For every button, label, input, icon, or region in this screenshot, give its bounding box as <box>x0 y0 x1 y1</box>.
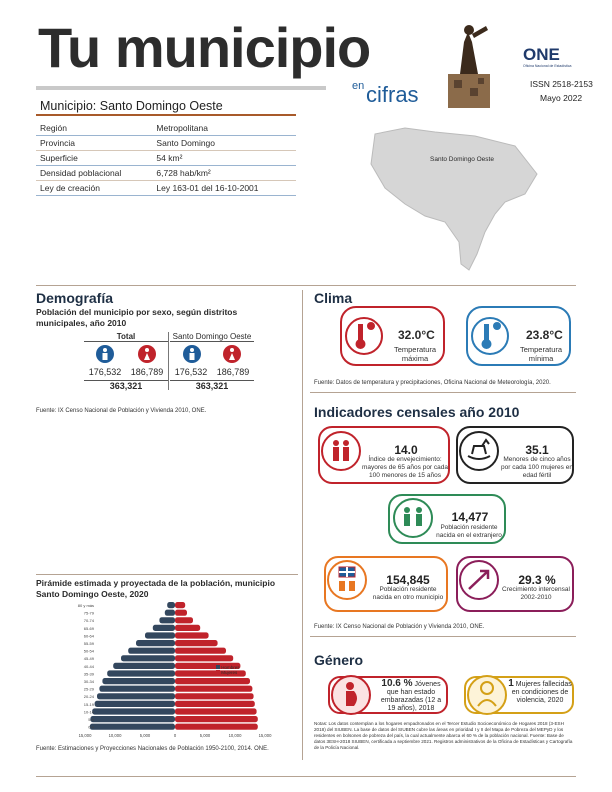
x-tick-label: 15,000 <box>78 733 92 739</box>
x-tick-label: 10,000 <box>228 733 242 739</box>
flag-family-icon <box>326 559 368 601</box>
male-icon <box>183 345 201 363</box>
temp-min-label: Temperatura mínima <box>519 345 563 363</box>
male-icon <box>96 345 114 363</box>
female-icon <box>138 345 156 363</box>
violencia-value: 1 <box>508 678 514 689</box>
info-value: Metropolitana <box>152 121 296 136</box>
municipality-name: Municipio: Santo Domingo Oeste <box>40 99 223 113</box>
bar-hombres-15-19 <box>95 701 175 707</box>
bar-hombres-20-24 <box>97 693 175 699</box>
info-value: 54 km² <box>152 151 296 166</box>
info-value: 6,728 hab/km² <box>152 166 296 181</box>
bar-mujeres-55-59 <box>175 640 218 646</box>
pyramid-divider <box>36 574 298 575</box>
bar-mujeres-70-74 <box>175 617 193 623</box>
age-label: 25-29 <box>83 686 94 692</box>
otro-municipio-label: Población residente nacida en otro municipio <box>372 586 444 601</box>
bar-mujeres-75-79 <box>175 610 187 616</box>
demografia-source: Fuente: IX Censo Nacional de Población y Vivienda 2010, ONE. <box>36 408 207 414</box>
col-total: Total <box>84 332 168 342</box>
pyramid-legend <box>216 665 240 675</box>
bar-mujeres-0-4 <box>175 724 258 730</box>
menores-value: 35.1 <box>525 443 549 457</box>
pregnant-icon <box>330 674 372 716</box>
demografia-subtitle: Población del municipio por sexo, según distritos municipales, año 2010 <box>36 307 238 328</box>
female-icon <box>223 345 241 363</box>
age-label: 50-54 <box>83 648 94 654</box>
bar-hombres-5-9 <box>90 716 175 722</box>
column-divider <box>302 290 303 760</box>
pyramid-source: Fuente: Estimaciones y Proyecciones Nacionales de Población 1950-2100, 2014. ONE. <box>36 746 269 752</box>
age-label: 35-39 <box>83 671 94 677</box>
publication-date: Mayo 2022 <box>540 93 583 103</box>
temp-max-value: 32.0°C <box>398 328 435 342</box>
info-label: Superficie <box>36 151 152 166</box>
woman-icon <box>466 674 508 716</box>
one-logo-text: ONE <box>523 45 560 64</box>
embarazo-label: Jóvenes que han estado embarazadas (12 a 19 años), 2018 <box>380 681 442 712</box>
age-label: 40-44 <box>83 663 94 669</box>
bar-hombres-35-39 <box>107 670 175 676</box>
genero-notes: Notas: Los datos contemplan a los hogares empadronados en el Tercer Estudio Socioeconómico de Hogares 2018 (3-ESH 2018) del SIUBEN. La base de datos del SIUBEN cubre las áreas en prioridad I y II del Mapa de Pobreza del MEPyD y los residentes en bolsones de pobreza del país, la cual actualmente abarca el 60 % de la población nacional. Fuente: Base de datos 3ESH-2018 SIUBEN, certificada a septiembre 2021. Registros administrativos de la Oficina de Estadísticas y Cartografía de la Policía Nacional. <box>314 721 573 750</box>
bar-hombres-55-59 <box>136 640 175 646</box>
growth-arrow-icon <box>458 559 500 601</box>
age-label: 20-24 <box>83 694 94 700</box>
genero-title: Género <box>314 652 364 668</box>
temp-max-label: Temperatura máxima <box>393 345 437 363</box>
monument-icon <box>444 22 494 108</box>
info-row <box>36 136 296 151</box>
x-tick-label: 10,000 <box>108 733 122 739</box>
map-label: Santo Domingo Oeste <box>430 156 494 163</box>
info-label: Densidad poblacional <box>36 166 152 181</box>
bar-mujeres-65-69 <box>175 625 200 631</box>
info-label: Región <box>36 121 152 136</box>
info-value: Santo Domingo <box>152 136 296 151</box>
section-divider <box>36 285 576 286</box>
clima-source: Fuente: Datos de temperatura y precipitaciones, Oficina Nacional de Meteorología, 2020. <box>314 380 551 386</box>
info-value: Ley 163-01 del 16-10-2001 <box>152 181 296 196</box>
info-table <box>36 121 296 196</box>
bar-mujeres-15-19 <box>175 701 255 707</box>
age-label: 10-14 <box>83 709 94 715</box>
extranjero-value: 14,477 <box>451 510 489 524</box>
bar-mujeres-25-29 <box>175 686 252 692</box>
crecimiento-label: Crecimiento intercensal 2002-2010 <box>502 586 570 601</box>
bar-hombres-30-34 <box>102 678 175 684</box>
age-label: 30-34 <box>83 679 94 684</box>
male-total: 176,532 <box>88 367 122 377</box>
bar-hombres-45-49 <box>121 655 175 661</box>
pyramid-chart <box>70 600 290 745</box>
violencia-stat <box>508 680 572 705</box>
clima-title: Clima <box>314 290 353 306</box>
bar-hombres-75-79 <box>165 610 175 616</box>
demografia-title: Demografía <box>36 290 114 306</box>
one-logo-subtitle: Oficina Nacional de Estadística <box>523 64 572 68</box>
bar-mujeres-80 y más <box>175 602 185 608</box>
bar-mujeres-20-24 <box>175 693 254 699</box>
bar-mujeres-45-49 <box>175 655 233 661</box>
age-label: 70-74 <box>83 618 94 624</box>
age-label: 0-4 <box>88 724 94 730</box>
bar-mujeres-30-34 <box>175 678 250 684</box>
page-title: Tu municipio <box>38 16 371 79</box>
elderly-icon <box>320 430 362 472</box>
extranjero-label: Población residente nacida en el extranjero <box>436 524 502 539</box>
indicadores-source: Fuente: IX Censo Nacional de Población y Vivienda 2010, ONE. <box>314 624 485 630</box>
bar-hombres-65-69 <box>153 625 175 631</box>
demo-col-divider <box>168 332 169 390</box>
crecimiento-value: 29.3 % <box>518 573 556 587</box>
otro-municipio-value: 154,845 <box>386 573 430 587</box>
family-icon <box>392 497 434 539</box>
temp-min-value: 23.8°C <box>526 328 563 342</box>
violencia-label: Mujeres fallecidas en condiciones de violencia, 2020 <box>511 681 572 704</box>
age-label: 55-59 <box>83 641 94 646</box>
indicadores-divider <box>310 636 576 637</box>
total-sdo: 363,321 <box>170 380 254 391</box>
clima-divider <box>310 392 576 393</box>
info-row <box>36 121 296 136</box>
info-row <box>36 181 296 196</box>
total-total: 363,321 <box>84 380 168 391</box>
indicadores-title: Indicadores censales año 2010 <box>314 404 520 420</box>
bar-hombres-60-64 <box>145 632 175 638</box>
bar-mujeres-60-64 <box>175 632 209 638</box>
female-sdo: 186,789 <box>216 367 250 377</box>
municipality-underline <box>36 114 296 116</box>
embarazo-value: 10.6 % <box>381 678 413 689</box>
female-total: 186,789 <box>130 367 164 377</box>
bar-mujeres-10-14 <box>175 708 257 714</box>
pyramid-title: Pirámide estimada y proyectada de la población, municipio Santo Domingo Oeste, 2020 <box>36 578 276 599</box>
thermometer-cold-icon <box>470 306 510 366</box>
cifras-label: cifras <box>366 82 419 107</box>
col-sdo: Santo Domingo Oeste <box>170 332 254 342</box>
issn: ISSN 2518-2153 <box>530 79 593 89</box>
bar-hombres-50-54 <box>128 648 175 654</box>
legend-female <box>216 670 240 675</box>
embarazo-stat <box>376 680 446 713</box>
info-label: Ley de creación <box>36 181 152 196</box>
legend-male-label: Hombres <box>221 665 240 670</box>
x-tick-label: 5,000 <box>139 733 151 739</box>
municipality-map <box>365 124 540 272</box>
bar-hombres-40-44 <box>113 663 175 669</box>
bar-hombres-80 y más <box>167 602 175 608</box>
one-logo <box>523 46 583 68</box>
title-underline <box>36 86 326 90</box>
bar-hombres-70-74 <box>159 617 175 623</box>
age-label: 75-79 <box>83 610 94 616</box>
x-tick-label: 15,000 <box>258 733 272 739</box>
age-label: 5-9 <box>88 717 94 722</box>
en-label: en <box>352 80 365 92</box>
age-label: 65-69 <box>83 625 94 631</box>
info-row <box>36 151 296 166</box>
menores-label: Menores de cinco años por cada 100 mujeres en edad fértil <box>501 456 573 479</box>
rocking-horse-icon <box>458 430 500 472</box>
bar-mujeres-50-54 <box>175 648 226 654</box>
bar-hombres-10-14 <box>92 708 175 714</box>
age-label: 60-64 <box>83 633 94 639</box>
info-row <box>36 166 296 181</box>
x-tick-label: 0 <box>173 733 177 739</box>
bar-hombres-25-29 <box>99 686 175 692</box>
info-label: Provincia <box>36 136 152 151</box>
bar-hombres-0-4 <box>90 724 175 730</box>
thermometer-hot-icon <box>344 306 384 366</box>
envejecimiento-value: 14.0 <box>394 443 418 457</box>
footer-divider <box>36 776 576 777</box>
legend-female-label: Mujeres <box>221 670 238 675</box>
age-label: 45-49 <box>83 656 94 662</box>
age-label: 80 y más <box>77 603 94 608</box>
male-sdo: 176,532 <box>174 367 208 377</box>
bar-mujeres-5-9 <box>175 716 258 722</box>
envejecimiento-label: Índice de envejecimiento: mayores de 65 años por cada 100 menores de 15 años <box>362 456 448 479</box>
x-tick-label: 5,000 <box>199 733 211 739</box>
age-label: 15-19 <box>83 701 94 707</box>
